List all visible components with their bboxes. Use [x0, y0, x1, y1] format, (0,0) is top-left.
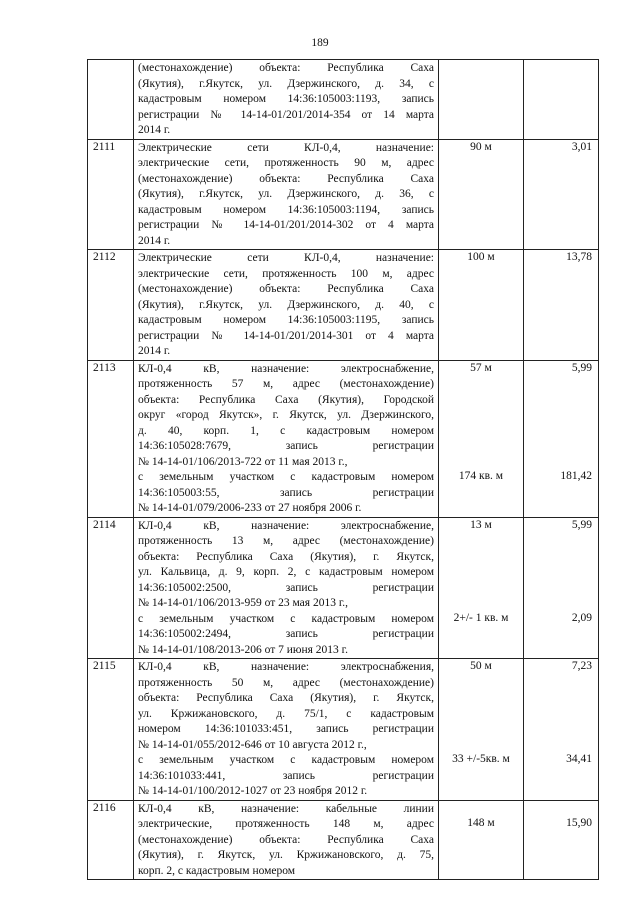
property-table — [87, 59, 599, 880]
description-line: № 14-14-01/106/2013-959 от 23 мая 2013 г., — [138, 597, 348, 609]
row-quantity — [439, 800, 524, 880]
value-line — [524, 863, 592, 879]
quantity-line: 33 +/-5кв. м — [452, 753, 510, 765]
quantity-line — [439, 863, 523, 879]
table-row — [88, 60, 599, 140]
value-line — [524, 500, 592, 516]
description-line: протяженность 57 м, адрес (местонахождение) — [138, 378, 434, 390]
value-line — [524, 847, 592, 863]
description-line: кадастровым номером 14:36:105003:1193, запись — [138, 93, 434, 105]
row-number: 2113 — [88, 360, 134, 517]
description-line: протяженность 50 м, адрес (местонахождение) — [138, 676, 434, 689]
quantity-line — [439, 626, 523, 642]
description-line: 14:36:105002:2494, запись регистрации — [138, 628, 434, 640]
value-line — [524, 595, 592, 611]
description-line: (Якутия), г.Якутск, ул. Дзержинского, д. 36, с — [138, 188, 434, 200]
row-value — [524, 250, 599, 361]
quantity-line — [439, 328, 523, 344]
value-line — [524, 549, 592, 565]
row-value — [524, 360, 599, 517]
value-line — [524, 783, 592, 799]
description-line: объекта: Республика Саха (Якутия), Городской — [138, 393, 434, 406]
description-line: регистрации № 14-14-01/201/2014-354 от 14 марта — [138, 108, 434, 121]
quantity-line — [439, 281, 523, 297]
value-line — [524, 768, 592, 784]
quantity-line — [439, 500, 523, 516]
description-line: с земельным участком с кадастровым номером — [138, 612, 434, 625]
value-line — [524, 737, 592, 753]
quantity-line: 174 кв. м — [458, 470, 504, 482]
quantity-line — [439, 564, 523, 580]
description-line: объекта: Республика Саха (Якутия), г. Якутск, — [138, 550, 434, 563]
quantity-line — [439, 847, 523, 863]
value-line — [524, 642, 592, 658]
description-line: кадастровым номером 14:36:105003:1195, запись — [138, 314, 434, 326]
description-line: № 14-14-01/055/2012-646 от 10 августа 2012 г., — [138, 738, 367, 751]
value-line — [524, 801, 592, 817]
quantity-line: 148 м — [467, 817, 495, 829]
value-line — [524, 533, 592, 549]
value-line: 5,99 — [571, 518, 592, 531]
row-quantity — [439, 360, 524, 517]
description-line: (Якутия), г. Якутск, ул. Кржижановского, д. 75, — [138, 849, 434, 861]
page-number: 189 — [311, 37, 329, 49]
value-line — [524, 202, 592, 218]
value-line — [524, 312, 592, 328]
value-line — [524, 217, 592, 233]
quantity-line — [439, 376, 523, 392]
value-line — [524, 423, 592, 439]
quantity-line — [439, 690, 523, 706]
quantity-line — [439, 407, 523, 423]
row-value — [524, 60, 599, 140]
quantity-line — [439, 832, 523, 848]
value-line — [524, 343, 592, 359]
description-line: ул. Кржижановского, д. 75/1, с кадастровым — [138, 707, 434, 720]
description-line: 2014 г. — [138, 345, 171, 357]
value-line: 3,01 — [571, 140, 592, 153]
description-line: КЛ-0,4 кВ, назначение: электроснабжение, — [138, 362, 434, 375]
quantity-line — [439, 266, 523, 282]
description-line: 14:36:105028:7679, запись регистрации — [138, 440, 434, 452]
value-line — [524, 407, 592, 423]
table-row — [88, 800, 599, 880]
quantity-line — [439, 343, 523, 359]
quantity-line — [439, 202, 523, 218]
value-line — [524, 454, 592, 470]
quantity-line — [439, 60, 523, 76]
description-line: № 14-14-01/079/2006-233 от 27 ноября 2006 г. — [138, 502, 362, 514]
value-line — [524, 438, 592, 454]
value-line — [524, 690, 592, 706]
value-line — [524, 485, 592, 501]
description-line: 14:36:105002:2500, запись регистрации — [138, 581, 434, 594]
row-description — [134, 250, 439, 361]
description-line: объекта: Республика Саха (Якутия), г. Якутск, — [138, 692, 434, 704]
description-line: протяженность 13 м, адрес (местонахождение) — [138, 535, 434, 547]
quantity-line — [439, 122, 523, 138]
value-line: 7,23 — [571, 660, 592, 672]
row-value — [524, 800, 599, 880]
quantity-line — [439, 533, 523, 549]
value-line — [524, 580, 592, 596]
value-line — [524, 60, 592, 76]
table-row — [88, 139, 599, 250]
value-line — [524, 675, 592, 691]
value-line — [524, 297, 592, 313]
description-line: 14:36:101033:441, запись регистрации — [138, 769, 434, 782]
value-line: 5,99 — [571, 361, 592, 374]
description-line: регистрации № 14-14-01/201/2014-301 от 4 марта — [138, 329, 434, 342]
row-number: 2111 — [88, 139, 134, 250]
value-line — [524, 706, 592, 722]
quantity-line — [439, 737, 523, 753]
description-line: ул. Кальвица, д. 9, корп. 2, с кадастровым номером — [138, 566, 434, 578]
quantity-line — [439, 392, 523, 408]
value-line — [524, 155, 592, 171]
value-line: 181,42 — [560, 470, 592, 482]
value-line — [524, 392, 592, 408]
description-line: 14:36:105003:55, запись регистрации — [138, 486, 434, 499]
quantity-line: 57 м — [470, 361, 492, 374]
row-number — [88, 60, 134, 140]
description-line: 2014 г. — [138, 124, 171, 136]
quantity-line: 50 м — [470, 660, 492, 672]
row-quantity — [439, 250, 524, 361]
value-line — [524, 626, 592, 642]
row-value — [524, 659, 599, 801]
description-line: с земельным участком с кадастровым номером — [138, 471, 434, 483]
description-line: д. 40, корп. 1, с кадастровым номером — [138, 424, 434, 437]
quantity-line — [439, 438, 523, 454]
value-line — [524, 122, 592, 138]
quantity-line — [439, 549, 523, 565]
quantity-line — [439, 706, 523, 722]
value-line — [524, 564, 592, 580]
quantity-line — [439, 675, 523, 691]
row-description — [134, 800, 439, 880]
row-quantity — [439, 517, 524, 659]
description-line: регистрации № 14-14-01/201/2014-302 от 4 марта — [138, 219, 434, 231]
quantity-line — [439, 107, 523, 123]
quantity-line — [439, 642, 523, 658]
value-line — [524, 171, 592, 187]
quantity-line — [439, 297, 523, 313]
quantity-line — [439, 217, 523, 233]
value-line — [524, 266, 592, 282]
quantity-line — [439, 454, 523, 470]
description-line: Электрические сети КЛ-0,4, назначение: — [138, 252, 434, 264]
row-quantity — [439, 60, 524, 140]
value-line — [524, 721, 592, 737]
description-line: (местонахождение) объекта: Республика Саха — [138, 283, 434, 295]
quantity-line — [439, 580, 523, 596]
table-row — [88, 250, 599, 361]
value-line: 2,09 — [571, 611, 592, 624]
description-line: номером 14:36:101033:451, запись регистрации — [138, 723, 434, 735]
description-line: с земельным участком с кадастровым номером — [138, 754, 434, 766]
quantity-line — [439, 801, 523, 817]
row-description — [134, 139, 439, 250]
row-description — [134, 60, 439, 140]
description-line: электрические, протяженность 148 м, адрес — [138, 818, 434, 830]
row-number: 2115 — [88, 659, 134, 801]
row-number: 2116 — [88, 800, 134, 880]
description-line: КЛ-0,4 кВ, назначение: кабельные линии — [138, 802, 434, 815]
value-line — [524, 376, 592, 392]
quantity-line — [439, 721, 523, 737]
quantity-line: 13 м — [470, 518, 492, 531]
description-line: корп. 2, с кадастровым номером — [138, 864, 296, 877]
description-line: электрические сети, протяженность 100 м, адрес — [138, 267, 434, 280]
row-description — [134, 360, 439, 517]
value-line — [524, 233, 592, 249]
row-description — [134, 517, 439, 659]
description-line: (Якутия), г.Якутск, ул. Дзержинского, д. 34, с — [138, 77, 434, 90]
row-value — [524, 517, 599, 659]
quantity-line: 2+/- 1 кв. м — [453, 611, 509, 624]
description-line: (Якутия), г.Якутск, ул. Дзержинского, д. 40, с — [138, 298, 434, 311]
quantity-line — [439, 155, 523, 171]
quantity-line — [439, 595, 523, 611]
quantity-line — [439, 76, 523, 92]
value-line — [524, 328, 592, 344]
quantity-line — [439, 171, 523, 187]
quantity-line: 90 м — [470, 140, 492, 153]
value-line — [524, 186, 592, 202]
table-row — [88, 517, 599, 659]
description-line: 2014 г. — [138, 234, 171, 247]
row-description — [134, 659, 439, 801]
quantity-line — [439, 186, 523, 202]
row-value — [524, 139, 599, 250]
row-quantity — [439, 139, 524, 250]
value-line — [524, 76, 592, 92]
table-row — [88, 659, 599, 801]
row-quantity — [439, 659, 524, 801]
value-line: 13,78 — [566, 251, 592, 263]
row-number: 2112 — [88, 250, 134, 361]
quantity-line — [439, 783, 523, 799]
description-line: № 14-14-01/106/2013-722 от 11 мая 2013 г., — [138, 455, 348, 468]
quantity-line — [439, 768, 523, 784]
value-line — [524, 281, 592, 297]
description-line: № 14-14-01/108/2013-206 от 7 июня 2013 г. — [138, 643, 348, 656]
value-line — [524, 832, 592, 848]
quantity-line — [439, 423, 523, 439]
description-line: № 14-14-01/100/2012-1027 от 23 ноября 2012 г. — [138, 785, 368, 797]
quantity-line — [439, 485, 523, 501]
table-row — [88, 360, 599, 517]
quantity-line — [439, 91, 523, 107]
quantity-line: 100 м — [467, 251, 495, 263]
description-line: округ «город Якутск», г. Якутск, ул. Дзержинского, — [138, 409, 434, 421]
value-line: 15,90 — [566, 817, 592, 829]
description-line: КЛ-0,4 кВ, назначение: электроснабжения, — [138, 661, 434, 673]
value-line — [524, 91, 592, 107]
description-line: Электрические сети КЛ-0,4, назначение: — [138, 141, 434, 154]
row-number: 2114 — [88, 517, 134, 659]
description-line: (местонахождение) объекта: Республика Саха — [138, 833, 434, 846]
quantity-line — [439, 233, 523, 249]
value-line: 34,41 — [566, 753, 592, 765]
description-line: (местонахождение) объекта: Республика Саха — [138, 172, 434, 185]
description-line: кадастровым номером 14:36:105003:1194, запись — [138, 203, 434, 216]
description-line: (местонахождение) объекта: Республика Саха — [138, 62, 434, 74]
description-line: КЛ-0,4 кВ, назначение: электроснабжение, — [138, 519, 434, 532]
quantity-line — [439, 312, 523, 328]
description-line: электрические сети, протяженность 90 м, адрес — [138, 157, 434, 169]
value-line — [524, 107, 592, 123]
